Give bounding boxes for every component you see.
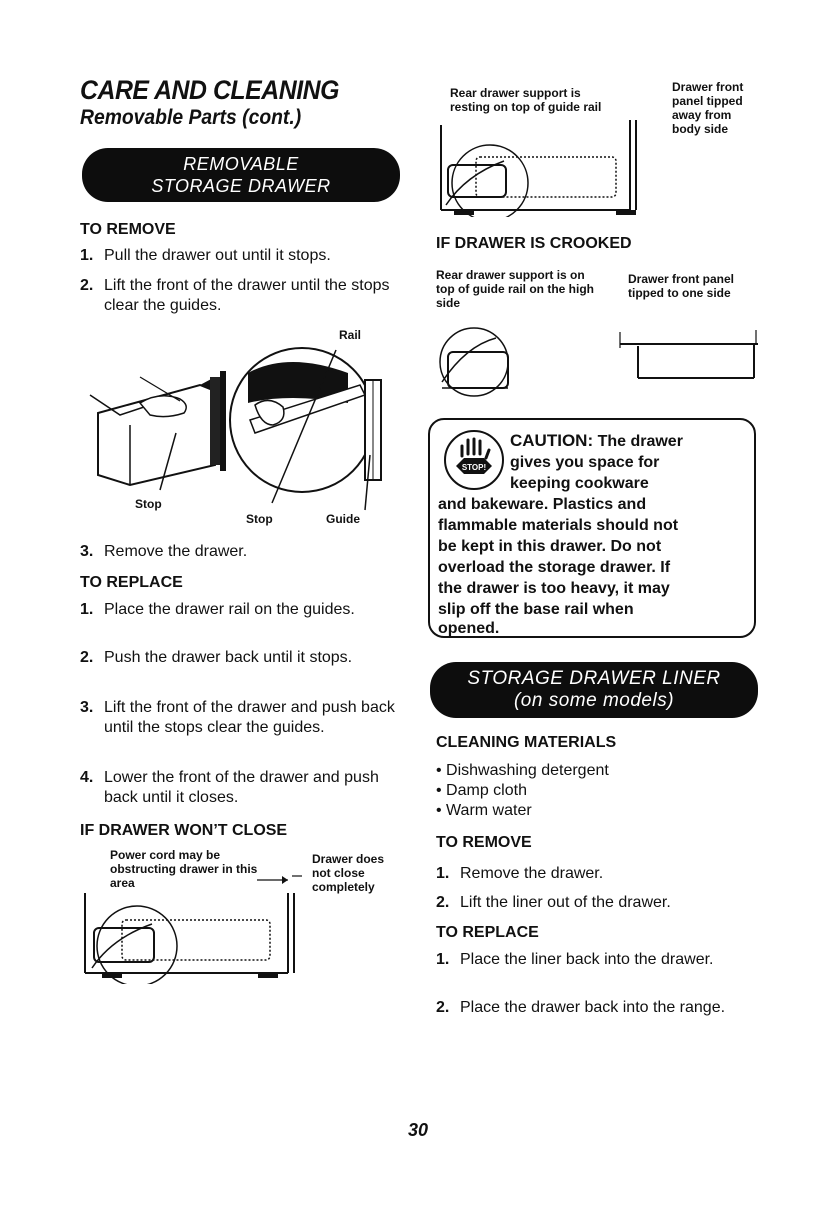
drawer-resting-illustration <box>438 105 668 217</box>
replace-step-1 <box>80 600 370 620</box>
page-subtitle: Removable Parts (cont.) <box>80 106 302 129</box>
drawer-not-close-label: Drawer does not close completely <box>312 852 385 894</box>
liner-replace-step-1 <box>436 950 726 970</box>
liner-replace-step-2 <box>436 998 736 1018</box>
caution-lead: CAUTION: <box>510 431 594 450</box>
step-number: 1. <box>80 247 94 264</box>
liner-remove-heading: TO REMOVE <box>436 834 532 851</box>
liner-replace-heading: TO REPLACE <box>436 924 539 941</box>
step-number: 1. <box>436 865 450 882</box>
cleaning-item-1: • Dishwashing detergent <box>436 762 609 779</box>
caution-line-4: and bakeware. Plastics and <box>438 496 647 513</box>
caution-line-8: the drawer is too heavy, it may <box>438 580 670 597</box>
caution-line-10: opened. <box>438 620 500 637</box>
to-remove-heading: TO REMOVE <box>80 221 176 238</box>
replace-step-3 <box>80 698 400 738</box>
step-text: Pull the drawer out until it stops. <box>104 247 331 264</box>
drawer-removal-illustration <box>80 325 400 530</box>
rail-label: Rail <box>339 328 362 342</box>
remove-step-2 <box>80 276 400 316</box>
guide-label: Guide <box>326 512 361 526</box>
caution-line-3: keeping cookware <box>510 475 649 492</box>
cleaning-materials-heading: CLEANING MATERIALS <box>436 734 617 751</box>
step-number: 2. <box>436 894 450 911</box>
page-number: 30 <box>408 1120 429 1140</box>
stop-label-right: Stop <box>246 512 273 526</box>
step-number: 2. <box>80 277 94 294</box>
liner-remove-step-1 <box>436 864 756 884</box>
caution-line-6: be kept in this drawer. Do not <box>438 538 662 555</box>
banner-line-1: REMOVABLE <box>183 154 299 174</box>
rear-support-high-side-label: Rear drawer support is on top of guide rail on the high side <box>436 268 594 310</box>
wont-close-heading: IF DRAWER WON’T CLOSE <box>80 822 288 839</box>
step-text: Lift the liner out of the drawer. <box>460 894 671 911</box>
cleaning-item-3: • Warm water <box>436 802 532 819</box>
step-text: Place the drawer rail on the guides. <box>104 601 355 618</box>
stop-label-left: Stop <box>135 497 162 511</box>
step-number: 2. <box>436 999 450 1016</box>
rear-support-label: Rear drawer support is resting on top of guide rail <box>450 86 602 114</box>
step-text: Remove the drawer. <box>460 865 604 882</box>
step-text: Place the liner back into the drawer. <box>460 951 714 968</box>
caution-text-1: The drawer <box>597 433 683 450</box>
section-banner-drawer-liner <box>430 662 758 718</box>
stop-hand-icon <box>442 428 506 492</box>
section-banner-storage-drawer <box>82 148 400 202</box>
step-number: 2. <box>80 649 94 666</box>
liner-remove-step-2 <box>436 893 756 913</box>
cleaning-item-2: • Damp cloth <box>436 782 527 799</box>
step-text: Lift the front of the drawer until the stops clear the guides. <box>104 277 390 314</box>
caution-line-5: flammable materials should not <box>438 517 679 534</box>
drawer-front-tipped-label: Drawer front panel tipped away from body side <box>672 80 744 136</box>
caution-line-9: slip off the base rail when <box>438 601 634 618</box>
caution-box <box>428 418 756 638</box>
drawer-crooked-illustration <box>438 322 768 402</box>
banner-line-2: STORAGE DRAWER <box>151 176 331 196</box>
banner-line-1: STORAGE DRAWER LINER <box>467 668 721 689</box>
step-number: 1. <box>436 951 450 968</box>
drawer-front-one-side-label: Drawer front panel tipped to one side <box>628 272 735 300</box>
replace-step-2 <box>80 648 360 668</box>
stop-sign-text: STOP! <box>461 463 487 472</box>
caution-line-1 <box>510 430 683 452</box>
remove-step-3 <box>80 542 400 562</box>
step-number: 3. <box>80 699 94 716</box>
caution-line-7: overload the storage drawer. If <box>438 559 671 576</box>
step-text: Lower the front of the drawer and push back until it closes. <box>104 769 379 806</box>
caution-line-2: gives you space for <box>510 454 660 471</box>
step-number: 4. <box>80 769 94 786</box>
remove-step-1 <box>80 246 400 266</box>
page-title: CARE AND CLEANING <box>80 75 339 105</box>
replace-step-4 <box>80 768 400 808</box>
banner-line-2: (on some models) <box>513 690 675 711</box>
step-text: Lift the front of the drawer and push back until the stops clear the guides. <box>104 699 395 736</box>
step-text: Push the drawer back until it stops. <box>104 649 353 666</box>
crooked-heading: IF DRAWER IS CROOKED <box>436 235 632 252</box>
step-number: 3. <box>80 543 94 560</box>
step-text: Remove the drawer. <box>104 543 248 560</box>
step-number: 1. <box>80 601 94 618</box>
power-cord-label: Power cord may be obstructing drawer in this area <box>110 848 258 890</box>
to-replace-heading: TO REPLACE <box>80 574 183 591</box>
step-text: Place the drawer back into the range. <box>460 999 726 1016</box>
drawer-wont-close-illustration <box>82 858 312 984</box>
